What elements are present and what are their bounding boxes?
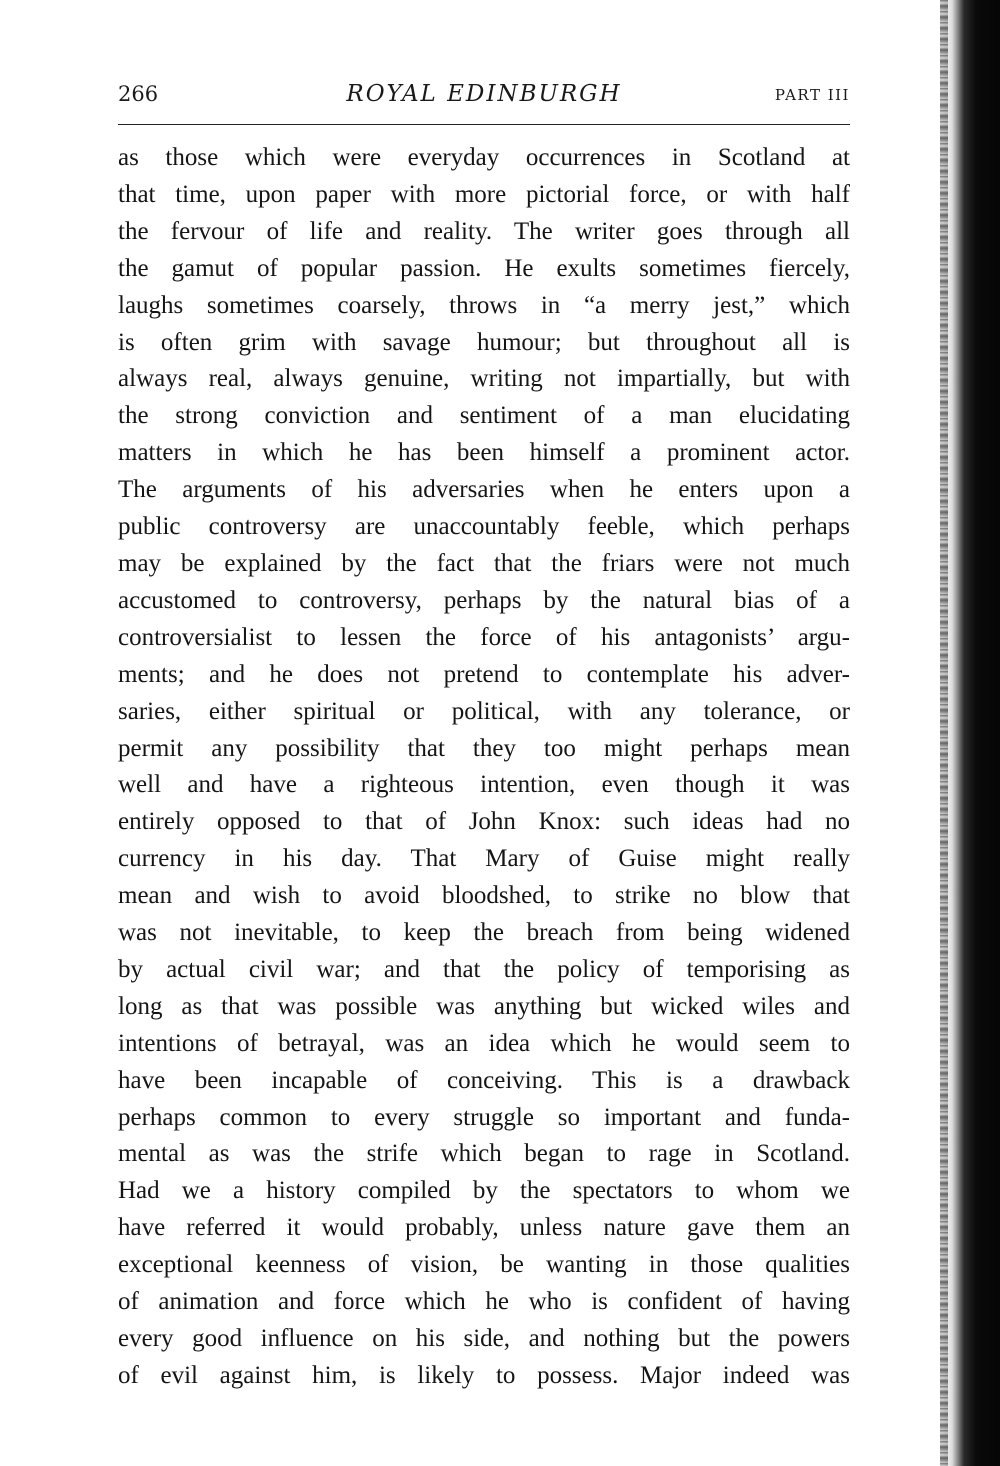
page-header [118, 80, 850, 116]
text-line: long as that was possible was anything but wicked wiles and [118, 992, 850, 1020]
text-line: the fervour of life and reality. The writer goes through all [118, 217, 850, 245]
text-line: ments; and he does not pretend to contemplate his adver- [118, 660, 850, 688]
text-line: that time, upon paper with more pictorial force, or with half [118, 180, 850, 208]
text-line: intentions of betrayal, was an idea which he would seem to [118, 1029, 850, 1057]
text-line: currency in his day. That Mary of Guise might really [118, 845, 850, 873]
text-line: may be explained by the fact that the friars were not much [118, 549, 850, 577]
text-line: of animation and force which he who is confident of having [118, 1288, 850, 1316]
text-line: mental as was the strife which began to rage in Scotland. [118, 1140, 850, 1168]
text-line: have been incapable of conceiving. This is a drawback [118, 1066, 850, 1094]
text-line: of evil against him, is likely to possess. Major indeed was [118, 1361, 850, 1389]
part-label: PART III [774, 86, 850, 104]
header-rule [118, 124, 850, 125]
text-line: The arguments of his adversaries when he enters upon a [118, 476, 850, 504]
binding-edge [940, 0, 948, 1466]
text-line: well and have a righteous intention, even though it was [118, 771, 850, 799]
text-line: perhaps common to every struggle so important and funda- [118, 1103, 850, 1131]
page-number: 266 [118, 82, 159, 106]
text-line: saries, either spiritual or political, with any tolerance, or [118, 697, 850, 725]
text-line: laughs sometimes coarsely, throws in “a merry jest,” which [118, 291, 850, 319]
text-line: every good influence on his side, and nothing but the powers [118, 1325, 850, 1352]
text-line: entirely opposed to that of John Knox: such ideas had no [118, 808, 850, 836]
text-line: by actual civil war; and that the policy of temporising as [118, 955, 850, 983]
text-line: controversialist to lessen the force of his antagonists’ argu- [118, 623, 850, 651]
text-line: always real, always genuine, writing not impartially, but with [118, 365, 850, 393]
text-line: the strong conviction and sentiment of a man elucidating [118, 402, 850, 430]
running-title: ROYAL EDINBURGH [346, 81, 622, 107]
text-line: Had we a history compiled by the spectators to whom we [118, 1177, 850, 1205]
text-line: exceptional keenness of vision, be wanting in those qualities [118, 1251, 850, 1279]
text-line: permit any possibility that they too might perhaps mean [118, 734, 850, 762]
text-line: accustomed to controversy, perhaps by the natural bias of a [118, 586, 850, 614]
text-line: public controversy are unaccountably feeble, which perhaps [118, 513, 850, 541]
binding-shadow [942, 0, 1000, 1466]
body-text [118, 140, 850, 1395]
text-line: mean and wish to avoid bloodshed, to strike no blow that [118, 882, 850, 910]
text-line: was not inevitable, to keep the breach from being widened [118, 919, 850, 947]
text-line: is often grim with savage humour; but throughout all is [118, 328, 850, 356]
text-line: have referred it would probably, unless nature gave them an [118, 1214, 850, 1242]
text-line: the gamut of popular passion. He exults sometimes fiercely, [118, 254, 850, 282]
text-line: as those which were everyday occurrences in Scotland at [118, 144, 850, 171]
text-line: matters in which he has been himself a prominent actor. [118, 439, 850, 467]
